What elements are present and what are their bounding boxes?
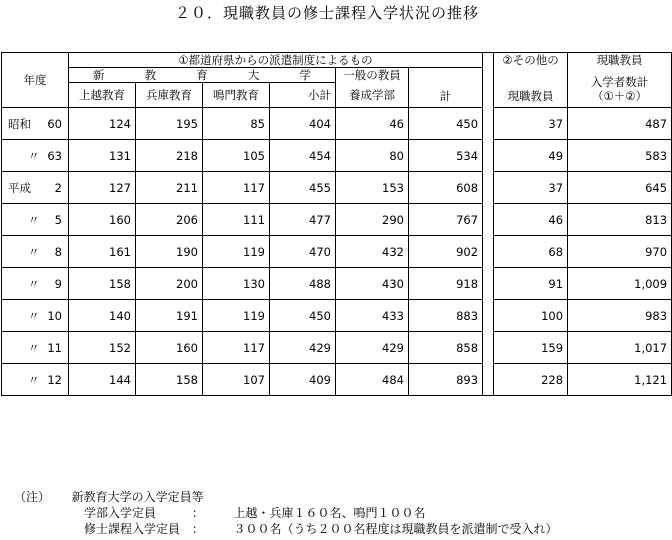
other-cell: 68 [494, 236, 568, 268]
other-cell: 37 [494, 108, 568, 140]
total-cell: 608 [409, 172, 483, 204]
naruto-cell: 119 [203, 236, 270, 268]
table-row [2, 140, 672, 172]
new-univ-char: 学 [299, 68, 311, 82]
joetsu-cell: 131 [69, 140, 136, 172]
total-cell: 918 [409, 268, 483, 300]
subtotal-cell: 488 [270, 268, 336, 300]
total-cell: 534 [409, 140, 483, 172]
year-number: 12 [47, 372, 62, 387]
year-cell [2, 172, 69, 204]
subtotal-header: 小計 [270, 83, 336, 108]
note-line2-key: 学部入学定員 [84, 506, 157, 520]
general-header-line1: 一般の教員 [343, 68, 401, 82]
subtotal-cell: 454 [270, 140, 336, 172]
hyogo-cell: 218 [136, 140, 203, 172]
table-row [2, 364, 672, 396]
entrants-cell: 583 [568, 140, 672, 172]
joetsu-cell: 160 [69, 204, 136, 236]
naruto-cell: 107 [203, 364, 270, 396]
total-cell: 767 [409, 204, 483, 236]
page-title: ２０．現職教員の修士課程入学状況の推移 [174, 4, 479, 22]
table-row [2, 172, 672, 204]
total-header: 計 [409, 68, 483, 108]
entrants-cell: 1,009 [568, 268, 672, 300]
joetsu-cell: 161 [69, 236, 136, 268]
year-number: 11 [47, 340, 62, 355]
other-header-line2: 現職教員 [507, 89, 554, 103]
hyogo-cell: 160 [136, 332, 203, 364]
era-label: 〃 [28, 340, 40, 355]
year-cell [2, 332, 69, 364]
joetsu-cell: 127 [69, 172, 136, 204]
other-cell: 46 [494, 204, 568, 236]
general-cell: 429 [336, 332, 409, 364]
era-label: 昭和 [8, 116, 31, 131]
table-row [2, 236, 672, 268]
year-header: 年度 [2, 53, 69, 108]
year-cell [2, 108, 69, 140]
general-cell: 153 [336, 172, 409, 204]
year-number: 63 [47, 148, 62, 163]
new-univ-char: 教 [144, 68, 157, 82]
dispatch-group-header: ①都道府県からの派遣制度によるもの [69, 53, 483, 68]
entrants-cell: 645 [568, 172, 672, 204]
subtotal-cell: 404 [270, 108, 336, 140]
note-line2-value: 上越・兵庫１６０名、鳴門１００名 [233, 506, 426, 520]
footnote [14, 489, 558, 537]
total-cell: 902 [409, 236, 483, 268]
note-line3-value: ３００名（うち２００名程度は現職教員を派遣制で受入れ） [233, 522, 558, 536]
hyogo-header: 兵庫教育 [136, 83, 203, 108]
entrants-header [568, 53, 672, 108]
year-cell [2, 140, 69, 172]
general-cell: 484 [336, 364, 409, 396]
entrants-header-line2: 入学者数計 [590, 75, 649, 89]
table-row [2, 204, 672, 236]
general-cell: 80 [336, 140, 409, 172]
subtotal-cell: 450 [270, 300, 336, 332]
total-cell: 450 [409, 108, 483, 140]
era-label: 平成 [8, 180, 31, 195]
note-line2-sep: ： [191, 506, 204, 520]
table-row [2, 300, 672, 332]
table-row [2, 268, 672, 300]
general-cell: 430 [336, 268, 409, 300]
entrants-header-line1: 現職教員 [596, 53, 643, 67]
entrants-cell: 813 [568, 204, 672, 236]
general-header [336, 68, 409, 108]
general-cell: 290 [336, 204, 409, 236]
note-line3-key: 修士課程入学定員 [84, 522, 181, 536]
new-univ-char: 新 [93, 68, 105, 82]
era-label: 〃 [28, 244, 40, 259]
other-teachers-header [494, 53, 568, 108]
subtotal-cell: 477 [270, 204, 336, 236]
entrants-cell: 1,017 [568, 332, 672, 364]
year-number: 5 [54, 212, 62, 227]
subtotal-cell: 455 [270, 172, 336, 204]
other-cell: 49 [494, 140, 568, 172]
total-cell: 883 [409, 300, 483, 332]
joetsu-cell: 144 [69, 364, 136, 396]
total-cell: 858 [409, 332, 483, 364]
hyogo-cell: 211 [136, 172, 203, 204]
year-number: 60 [47, 116, 62, 131]
naruto-cell: 130 [203, 268, 270, 300]
note-line1: 新教育大学の入学定員等 [71, 490, 204, 504]
year-number: 10 [47, 308, 62, 323]
naruto-cell: 119 [203, 300, 270, 332]
other-cell: 37 [494, 172, 568, 204]
joetsu-cell: 152 [69, 332, 136, 364]
entrants-cell: 970 [568, 236, 672, 268]
other-cell: 91 [494, 268, 568, 300]
year-cell [2, 236, 69, 268]
year-cell [2, 204, 69, 236]
note-line3-sep: ： [191, 522, 204, 536]
entrants-cell: 487 [568, 108, 672, 140]
naruto-cell: 117 [203, 172, 270, 204]
hyogo-cell: 158 [136, 364, 203, 396]
joetsu-header: 上越教育 [69, 83, 136, 108]
general-cell: 46 [336, 108, 409, 140]
year-number: 8 [54, 244, 62, 259]
year-number: 2 [54, 180, 62, 195]
joetsu-cell: 140 [69, 300, 136, 332]
other-header-line1: ②その他の [502, 53, 559, 67]
hyogo-cell: 195 [136, 108, 203, 140]
year-cell [2, 300, 69, 332]
table-row [2, 108, 672, 140]
year-cell [2, 268, 69, 300]
column-spacer [483, 53, 494, 396]
naruto-header: 鳴門教育 [203, 83, 270, 108]
subtotal-cell: 409 [270, 364, 336, 396]
subtotal-cell: 429 [270, 332, 336, 364]
new-univ-header [69, 68, 336, 83]
new-univ-char: 育 [196, 68, 208, 82]
hyogo-cell: 191 [136, 300, 203, 332]
other-cell: 159 [494, 332, 568, 364]
general-cell: 432 [336, 236, 409, 268]
entrants-cell: 983 [568, 300, 672, 332]
naruto-cell: 85 [203, 108, 270, 140]
subtotal-cell: 470 [270, 236, 336, 268]
joetsu-cell: 158 [69, 268, 136, 300]
note-label: （注） [14, 490, 51, 504]
general-cell: 433 [336, 300, 409, 332]
era-label: 〃 [28, 276, 40, 291]
naruto-cell: 105 [203, 140, 270, 172]
era-label: 〃 [28, 372, 40, 387]
joetsu-cell: 124 [69, 108, 136, 140]
naruto-cell: 117 [203, 332, 270, 364]
total-cell: 893 [409, 364, 483, 396]
era-label: 〃 [28, 148, 40, 163]
new-univ-char: 大 [247, 68, 260, 82]
hyogo-cell: 190 [136, 236, 203, 268]
entrants-cell: 1,121 [568, 364, 672, 396]
naruto-cell: 111 [203, 204, 270, 236]
entrants-header-line3: （①＋②） [592, 89, 648, 103]
hyogo-cell: 200 [136, 268, 203, 300]
general-header-line2: 養成学部 [349, 88, 395, 102]
other-cell: 100 [494, 300, 568, 332]
year-cell [2, 364, 69, 396]
other-cell: 228 [494, 364, 568, 396]
era-label: 〃 [28, 308, 40, 323]
year-number: 9 [54, 276, 62, 291]
era-label: 〃 [28, 212, 40, 227]
table-row [2, 332, 672, 364]
enrollment-table [1, 52, 672, 396]
hyogo-cell: 206 [136, 204, 203, 236]
